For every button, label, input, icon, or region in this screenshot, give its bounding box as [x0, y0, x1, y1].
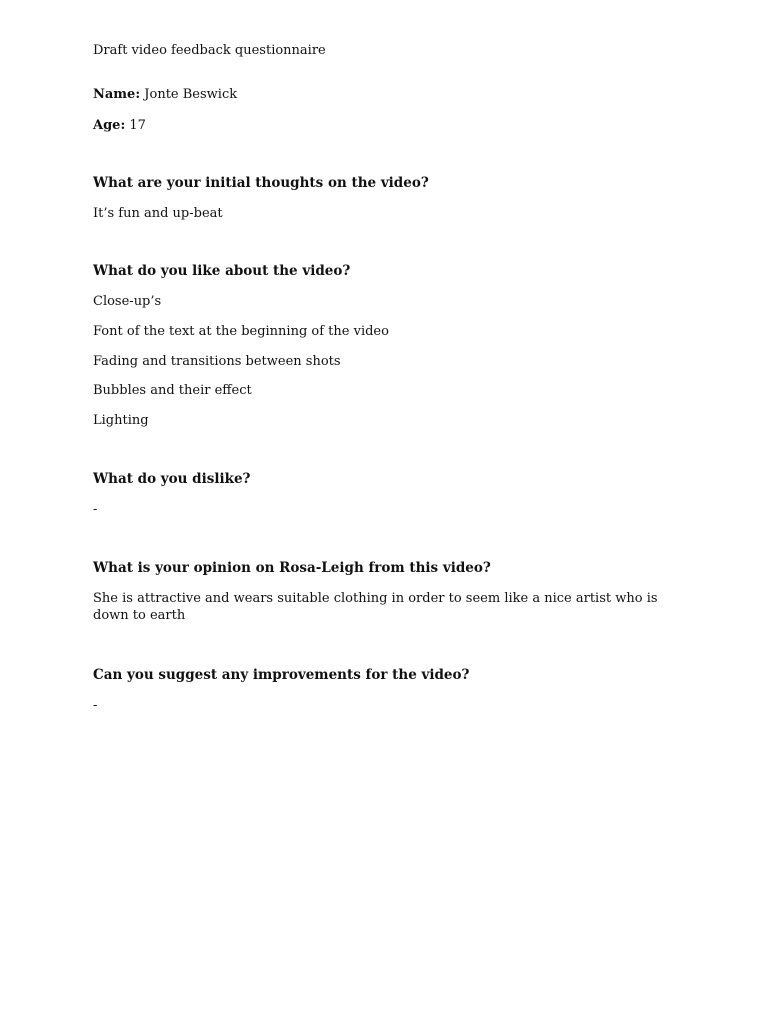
answer-like-item: Font of the text at the beginning of the video: [93, 324, 389, 339]
name-value: Jonte Beswick: [144, 87, 238, 102]
question-dislikes: What do you dislike?: [93, 471, 251, 487]
document-title: Draft video feedback questionnaire: [93, 43, 326, 58]
answer-initial-thoughts: It’s fun and up-beat: [93, 206, 223, 221]
age-value: 17: [129, 118, 146, 133]
question-likes: What do you like about the video?: [93, 263, 351, 279]
answer-dislikes: -: [93, 502, 98, 517]
answer-like-item: Fading and transitions between shots: [93, 354, 341, 369]
answer-like-item: Close-up’s: [93, 294, 162, 309]
age-label: Age:: [93, 118, 126, 133]
answer-like-item: Bubbles and their effect: [93, 383, 252, 398]
age-line: [93, 117, 146, 134]
name-label: Name:: [93, 87, 141, 102]
question-improvements: Can you suggest any improvements for the video?: [93, 667, 470, 683]
answer-improvements: -: [93, 698, 98, 713]
question-initial-thoughts: What are your initial thoughts on the video?: [93, 175, 429, 191]
answer-like-item: Lighting: [93, 413, 149, 428]
name-line: [93, 86, 237, 103]
question-opinion: What is your opinion on Rosa-Leigh from this video?: [93, 560, 491, 576]
answer-opinion: She is attractive and wears suitable clothing in order to seem like a nice artist who is down to earth: [93, 591, 658, 623]
